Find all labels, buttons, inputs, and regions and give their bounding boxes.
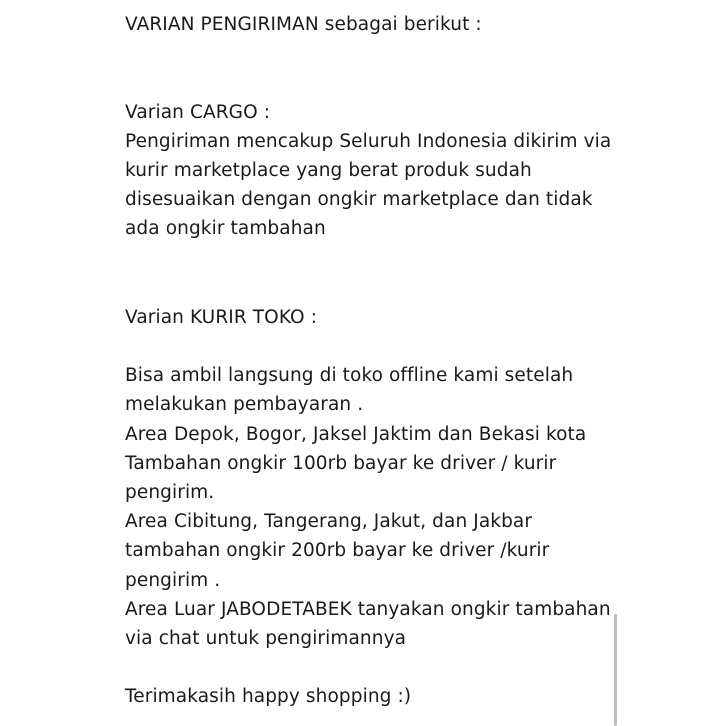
kurir-toko-text-line: Bisa ambil langsung di toko offline kami setelah [125, 365, 574, 386]
kurir-toko-text-line: pengirim. [125, 482, 215, 503]
document-heading: VARIAN PENGIRIMAN sebagai berikut : [125, 14, 482, 35]
kurir-toko-text-line: via chat untuk pengirimannya [125, 628, 407, 649]
closing-message: Terimakasih happy shopping :) [125, 686, 412, 707]
kurir-toko-text-line: pengirim . [125, 570, 221, 591]
kurir-toko-text-line: Area Cibitung, Tangerang, Jakut, dan Jakbar [125, 511, 533, 532]
kurir-toko-text-line: tambahan ongkir 200rb bayar ke driver /kurir [125, 540, 550, 561]
kurir-toko-text-line: melakukan pembayaran . [125, 394, 364, 415]
kurir-toko-text-line: Tambahan ongkir 100rb bayar ke driver / kurir [125, 453, 557, 474]
kurir-toko-section-title: Varian KURIR TOKO : [125, 307, 318, 328]
cargo-text-line: disesuaikan dengan ongkir marketplace dan tidak [125, 189, 593, 210]
kurir-toko-text-line: Area Depok, Bogor, Jaksel Jaktim dan Bekasi kota [125, 424, 587, 445]
cargo-text-line: kurir marketplace yang berat produk sudah [125, 160, 532, 181]
cargo-text-line: Pengiriman mencakup Seluruh Indonesia dikirim via [125, 131, 612, 152]
kurir-toko-text-line: Area Luar JABODETABEK tanyakan ongkir tambahan [125, 599, 611, 620]
cargo-text-line: ada ongkir tambahan [125, 218, 326, 239]
cargo-section-title: Varian CARGO : [125, 102, 271, 123]
vertical-scrollbar[interactable] [614, 614, 617, 726]
